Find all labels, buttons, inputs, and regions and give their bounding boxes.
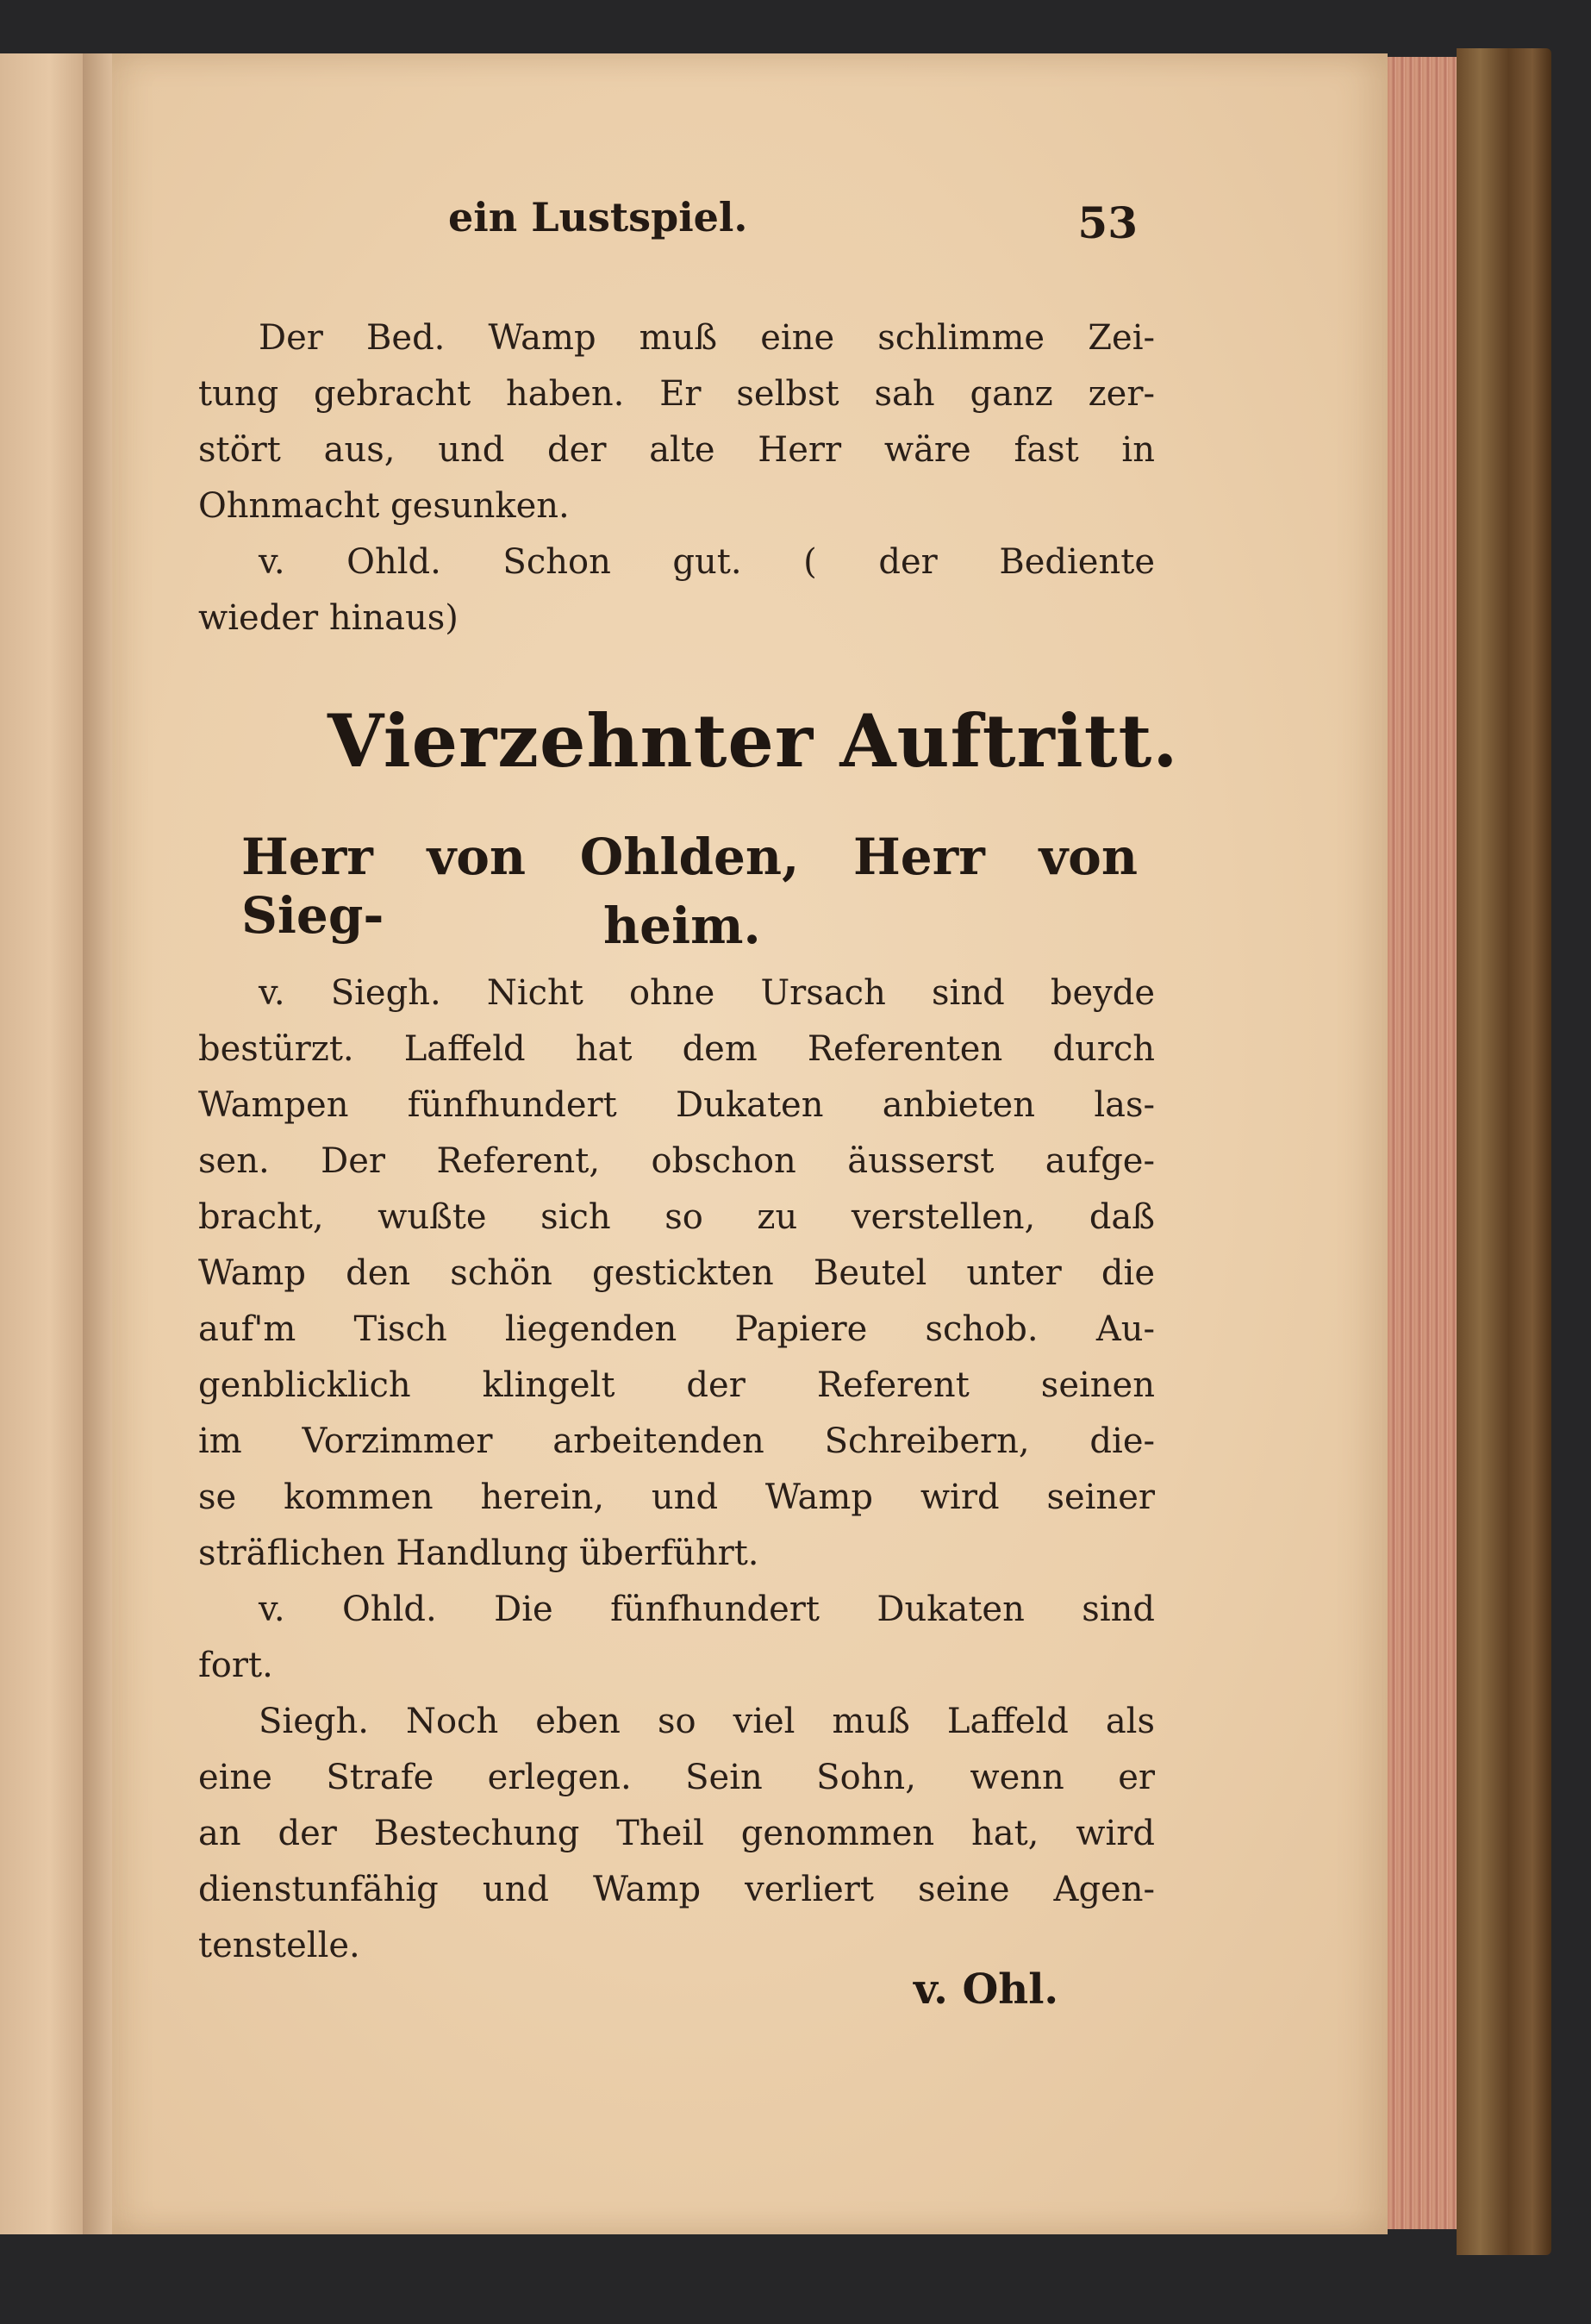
text-line: bracht, wußte sich so zu verstellen, daß [198, 1197, 1155, 1237]
text-line: fort. [198, 1646, 273, 1685]
text-line: sträflichen Handlung überführt. [198, 1534, 759, 1573]
scene-heading: Vierzehnter Auftritt. [328, 698, 1179, 784]
page-number: 53 [1077, 197, 1138, 248]
running-header [431, 185, 1172, 246]
text-line: Wampen fünfhundert Dukaten anbieten las- [198, 1085, 1155, 1125]
page-block-edges [1388, 57, 1457, 2229]
text-line: Ohnmacht gesunken. [198, 486, 570, 526]
text-line: an der Bestechung Theil genommen hat, wird [198, 1814, 1155, 1853]
text-line: Wamp den schön gestickten Beutel unter die [198, 1253, 1155, 1293]
text-line: se kommen herein, und Wamp wird seiner [198, 1477, 1155, 1517]
text-line: genblicklich klingelt der Referent seinen [198, 1365, 1155, 1405]
scene-characters: Herr von Ohlden, Herr von Sieg- [241, 828, 1138, 945]
dialogue-block [198, 965, 1155, 1974]
text-line: bestürzt. Laffeld hat dem Referenten durch [198, 1029, 1155, 1069]
top-passage [198, 310, 1155, 647]
text-line: v. Ohld. Schon gut. ( der Bediente [259, 542, 1155, 582]
text-line: sen. Der Referent, obschon äusserst aufge- [198, 1141, 1155, 1181]
text-line: tung gebracht haben. Er selbst sah ganz zer- [198, 374, 1155, 414]
catchword: v. Ohl. [914, 1965, 1059, 2014]
text-line: tenstelle. [198, 1926, 360, 1965]
text-line: im Vorzimmer arbeitenden Schreibern, die- [198, 1421, 1155, 1461]
text-line: dienstunfähig und Wamp verliert seine Agen- [198, 1870, 1155, 1909]
text-line: eine Strafe erlegen. Sein Sohn, wenn er [198, 1758, 1155, 1797]
text-line: auf'm Tisch liegenden Papiere schob. Au- [198, 1309, 1155, 1349]
scene-characters-cont: heim. [603, 896, 761, 955]
left-page-edge [0, 53, 85, 2234]
text-line: wieder hinaus) [198, 598, 459, 638]
text-line: v. Ohld. Die fünfhundert Dukaten sind [259, 1590, 1155, 1629]
text-line: stört aus, und der alte Herr wäre fast in [198, 430, 1155, 470]
text-line: Siegh. Noch eben so viel muß Laffeld als [259, 1702, 1155, 1741]
book-cover [1457, 48, 1551, 2255]
text-line: v. Siegh. Nicht ohne Ursach sind beyde [259, 973, 1155, 1013]
text-line: Der Bed. Wamp muß eine schlimme Zei- [259, 318, 1155, 358]
running-head-title: ein Lustspiel. [448, 194, 748, 241]
